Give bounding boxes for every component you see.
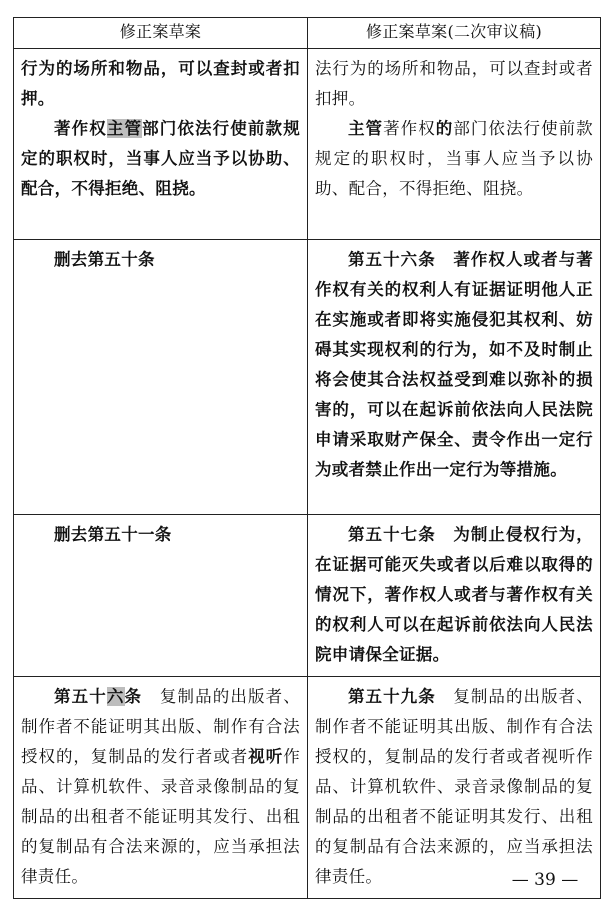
table-row	[14, 515, 601, 677]
paragraph: 法行为的场所和物品，可以查封或者扣押。	[315, 59, 593, 108]
text-run: 部门依法行使前款规定的职权时，当事人应当予以协助、配合，不得拒绝、阻挠。	[21, 119, 300, 198]
paragraph: 第五十七条 为制止侵权行为，在证据可能灭失或者以后难以取得的情况下，著作权人或者与著作权有关的权利人可以在起诉前依法向人民法院申请保全证据。	[315, 525, 593, 664]
paragraph: 删去第五十一条	[54, 525, 172, 544]
paragraph: 第五十六条 著作权人或者与著作权有关的权利人有证据证明他人正在实施或者即将实施侵犯其权利、妨碍其实现权利的行为，如不及时制止将会使其合法权益受到难以弥补的损害的，可以在起诉前依法向人民法院申请采取财产保全、责令作出一定行为或者禁止作出一定行为等措施。	[315, 250, 593, 479]
paragraph: 行为的场所和物品，可以查封或者扣押。	[21, 59, 300, 108]
paragraph	[315, 682, 593, 892]
paragraph: 删去第五十条	[54, 250, 155, 269]
bold-text: 的	[435, 119, 454, 138]
page-number: — 39 —	[511, 870, 579, 890]
cell-draft	[14, 677, 308, 899]
comparison-table	[13, 17, 601, 899]
paragraph	[21, 682, 300, 892]
text-run: 著作权	[383, 119, 436, 138]
text-run: 第五十	[54, 687, 107, 706]
text-run: 部门依法行使前款规定的职权时，当事人应当予以协助、配合，不得拒绝、阻挠。	[315, 119, 593, 198]
paragraph	[21, 114, 300, 204]
cell-draft	[14, 515, 308, 677]
paragraph	[315, 114, 593, 204]
header-second-draft: 修正案草案(二次审议稿)	[308, 18, 601, 49]
highlighted-text: 六	[106, 687, 125, 706]
article-heading: 第五十九条	[348, 687, 436, 706]
cell-second-draft	[308, 240, 601, 515]
cell-second-draft	[308, 49, 601, 240]
cell-second-draft	[308, 515, 601, 677]
text-run: 作品、计算机软件、录音录像制品的复制品的出租者不能证明其发行、出租的复制品有合法来源的，应当承担法律责任。	[21, 747, 300, 886]
cell-draft	[14, 49, 308, 240]
cell-draft	[14, 240, 308, 515]
bold-text: 视听	[248, 747, 284, 766]
article-heading	[54, 687, 142, 706]
text-run: 复制品的出版者、制作者不能证明其出版、制作有合法授权的，复制品的发行者或者视听作品、计算机软件、录音录像制品的复制品的出租者不能证明其发行、出租的复制品有合法来源的，应当承担法律责任。	[315, 687, 593, 886]
table-row	[14, 49, 601, 240]
bold-text: 主管	[348, 119, 384, 138]
text-run: 复制品的出版者、制作者不能证明其出版、制作有合法授权的，复制品的发行者或者	[21, 687, 301, 766]
header-draft: 修正案草案	[14, 18, 308, 49]
highlighted-text: 主管	[106, 119, 143, 138]
text-run: 著作权	[54, 119, 107, 138]
table-row	[14, 240, 601, 515]
text-run: 条	[124, 687, 143, 706]
table-row	[14, 677, 601, 899]
table-header-row	[14, 18, 601, 49]
cell-second-draft	[308, 677, 601, 899]
